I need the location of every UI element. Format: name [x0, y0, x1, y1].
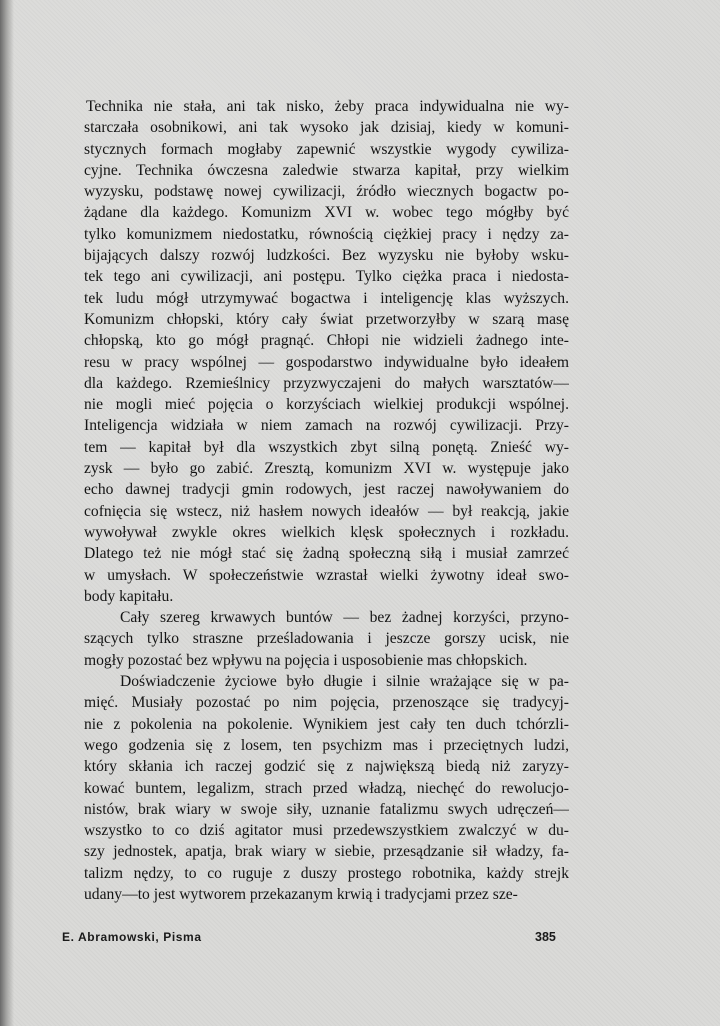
body-text	[84, 96, 569, 905]
text-line: nie z pokolenia na pokolenie. Wynikiem jest cały ten duch tchórzli-	[84, 715, 569, 733]
text-line: cyjne. Technika ówczesna zaledwie stwarza kapitał, przy wielkim	[84, 161, 569, 179]
text-line: kować buntem, legalizm, strach przed władzą, niechęć do rewolucjo-	[84, 779, 569, 797]
text-line: Doświadczenie życiowe było długie i silnie wrażające się w pa-	[120, 673, 569, 691]
text-line: wego godzenia się z losem, ten psychizm mas i przeciętnych ludzi,	[84, 736, 569, 754]
text-line: Cały szereg krwawych buntów — bez żadnej korzyści, przyno-	[120, 609, 569, 627]
text-line: wszystko to co dziś agitator musi przedewszystkiem zwalczyć w du-	[84, 822, 569, 840]
text-line: wyzysku, podstawę nowej cywilizacji, źródło wiecznych bogactw po-	[84, 183, 569, 201]
text-line: nie mogli mieć pojęcia o korzyściach wielkiej produkcji wspólnej.	[84, 396, 569, 414]
text-line: tem — kapitał był dla wszystkich zbyt silną ponętą. Znieść wy-	[84, 438, 569, 456]
text-line: dla każdego. Rzemieślnicy przyzwyczajeni do małych warsztatów—	[84, 374, 569, 392]
text-line: szy jednostek, apatja, brak wiary w siebie, przesądzanie sił władzy, fa-	[84, 843, 569, 861]
text-line: chłopską, kto go mógł pragnąć. Chłopi nie widzieli żadnego inte-	[84, 332, 569, 350]
text-line: body kapitału.	[84, 587, 174, 605]
text-line: Technika nie stała, ani tak nisko, żeby praca indywidualna nie wy-	[86, 98, 569, 115]
text-line: tylko komunizmem niedostatku, równością ciężkiej pracy i nędzy za-	[84, 225, 569, 243]
text-line: żądane dla każdego. Komunizm XVI w. wobec tego mógłby być	[84, 204, 569, 222]
text-line: Komunizm chłopski, który cały świat przetworzyłby w szarą masę	[84, 310, 569, 328]
text-line: tek tego ani cywilizacji, ani postępu. Tylko ciężka praca i niedosta-	[84, 268, 569, 286]
text-line: w umysłach. W społeczeństwie wzrastał wielki żywotny ideał swo-	[84, 566, 569, 584]
text-line: talizm nędzy, to co ruguje z duszy prostego robotnika, każdy strejk	[84, 864, 569, 882]
page-number: 385	[535, 930, 556, 944]
text-line: zysk — było go zabić. Zresztą, komunizm XVI w. występuje jako	[84, 460, 569, 478]
text-line: resu w pracy wspólnej — gospodarstwo indywidualne było ideałem	[84, 353, 569, 371]
text-line: udany—to jest wytworem przekazanym krwią i tradycjami przez sze-	[84, 885, 518, 903]
text-line: szących tylko straszne prześladowania i jeszcze gorszy ucisk, nie	[84, 630, 569, 648]
text-line: cofnięcia się wstecz, niż hasłem nowych ideałów — był reakcją, jakie	[84, 502, 569, 520]
text-line: echo dawnej tradycji gmin rodowych, jest raczej nawoływaniem do	[84, 481, 569, 499]
text-line: stycznych formach mogłaby zapewnić wszystkie wygody cywiliza-	[84, 140, 569, 158]
text-line: mogły pozostać bez wpływu na pojęcia i usposobienie mas chłopskich.	[84, 651, 528, 669]
page-gutter-shadow	[0, 0, 14, 1026]
text-line: mięć. Musiały pozostać po nim pojęcia, przenoszące się tradycyj-	[84, 694, 569, 712]
text-line: Dlatego też nie mógł stać się żadną społeczną siłą i musiał zamrzeć	[84, 545, 569, 563]
text-line: bijających dalszy rozwój ludzkości. Bez wyzysku nie byłoby wsku-	[84, 247, 569, 265]
text-line: nistów, brak wiary w swoje siły, uznanie fatalizmu swych udręczeń—	[84, 800, 569, 818]
text-line: wywoływał zwykle okres wielkich klęsk społecznych i rozkładu.	[84, 523, 569, 541]
text-line: starczała osobnikowi, ani tak wysoko jak dzisiaj, kiedy w komuni-	[84, 119, 569, 137]
text-line: który skłania ich raczej godzić się z największą biedą niż zaryzy-	[84, 758, 569, 776]
running-title: E. Abramowski, Pisma	[62, 930, 202, 944]
text-line: Inteligencja widziała w niem zamach na rozwój cywilizacji. Przy-	[84, 417, 569, 435]
text-line: tek ludu mógł utrzymywać bogactwa i inteligencję klas wyższych.	[84, 289, 569, 307]
